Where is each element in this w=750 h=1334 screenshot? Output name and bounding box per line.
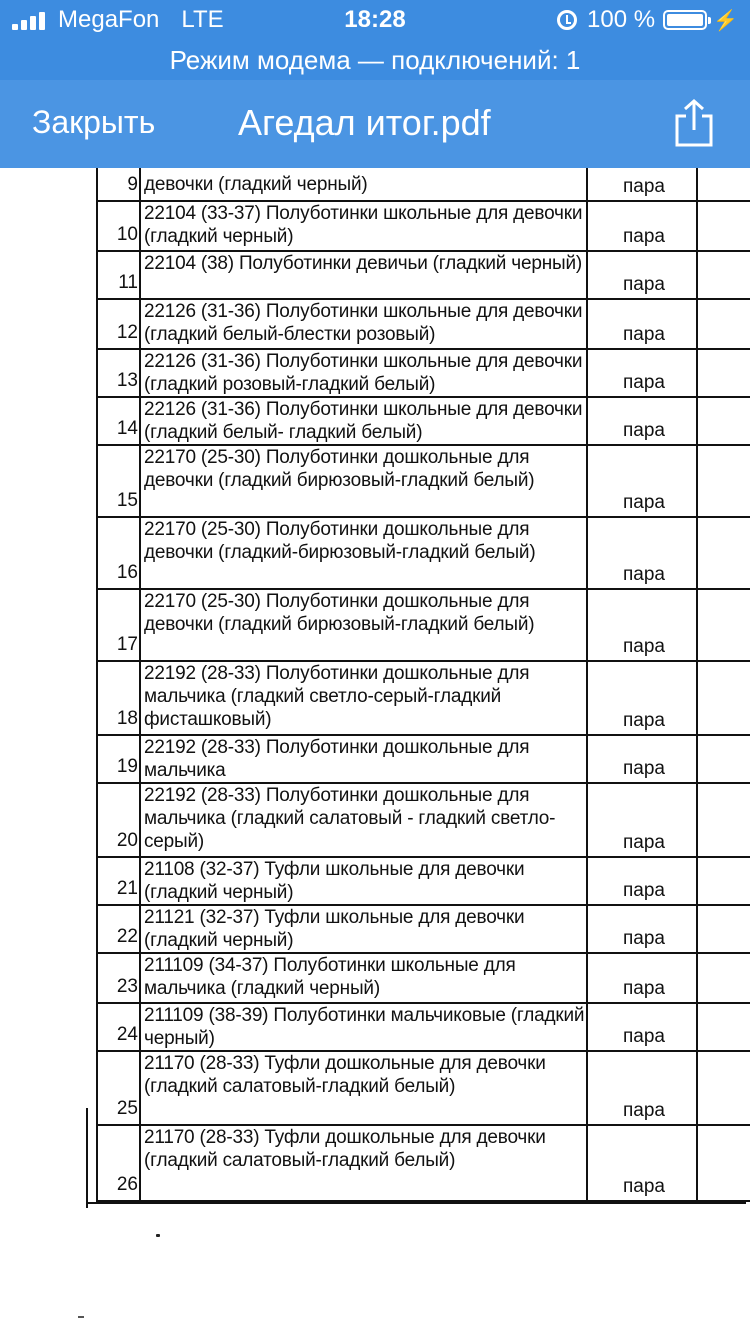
product-name: 211109 (38-39) Полуботинки мальчиковые (гладкий черный) (144, 1005, 585, 1049)
row-number: 24 (116, 1024, 138, 1045)
table-row (96, 784, 750, 858)
column-divider (139, 168, 141, 1204)
battery-icon (663, 10, 707, 30)
table-row (96, 1052, 750, 1126)
table-row (96, 518, 750, 590)
table-row (96, 398, 750, 446)
unit-cell: пара (623, 928, 665, 949)
row-number: 15 (116, 490, 138, 511)
table-row (96, 906, 750, 954)
product-name: 22170 (25-30) Полуботинки дошкольные для девочки (гладкий-бирюзовый-гладкий белый) (144, 519, 536, 563)
carrier-name: MegaFon (58, 6, 160, 33)
share-button[interactable] (672, 98, 716, 148)
table-row (96, 202, 750, 252)
product-name: 21170 (28-33) Туфли дошкольные для девочки (гладкий салатовый-гладкий белый) (144, 1127, 546, 1171)
row-number: 18 (116, 708, 138, 729)
table-border (86, 1108, 88, 1208)
table-row (96, 736, 750, 784)
row-number: 14 (116, 418, 138, 439)
battery-percent: 100 % (587, 6, 656, 33)
row-number: 11 (118, 272, 138, 293)
row-number: 19 (116, 756, 138, 777)
alarm-icon (557, 10, 577, 30)
unit-cell: пара (623, 274, 665, 295)
row-number: 12 (116, 322, 138, 343)
product-name: 22192 (28-33) Полуботинки дошкольные для мальчика (гладкий салатовый - гладкий светло-серый) (144, 785, 556, 852)
product-name: 22104 (38) Полуботинки девичьи (гладкий черный) (144, 253, 583, 274)
row-number: 26 (116, 1174, 138, 1195)
hotspot-banner[interactable]: Режим модема — подключений: 1 (0, 40, 750, 80)
unit-cell: пара (623, 710, 665, 731)
unit-cell: пара (623, 1100, 665, 1121)
column-divider (586, 168, 588, 1204)
unit-cell: пара (623, 324, 665, 345)
table-row (96, 590, 750, 662)
unit-cell: пара (623, 880, 665, 901)
table-row (96, 350, 750, 398)
table-row (96, 252, 750, 300)
table-row (96, 168, 750, 202)
row-number: 16 (116, 562, 138, 583)
row-number: 22 (116, 926, 138, 947)
row-number: 21 (116, 878, 138, 899)
row-number: 10 (116, 224, 138, 245)
table-row (96, 858, 750, 906)
product-name: 22126 (31-36) Полуботинки школьные для девочки (гладкий белый-блестки розовый) (144, 301, 583, 345)
table-row (96, 300, 750, 350)
pdf-viewer[interactable] (0, 168, 750, 1334)
unit-cell: пара (623, 492, 665, 513)
row-number: 13 (116, 370, 138, 391)
document-title: Агедал итог.pdf (238, 102, 491, 143)
product-name: 21108 (32-37) Туфли школьные для девочки (гладкий черный) (144, 859, 525, 903)
pdf-page (0, 168, 750, 1334)
product-name: 22170 (25-30) Полуботинки дошкольные для девочки (гладкий бирюзовый-гладкий белый) (144, 447, 535, 491)
status-bar (0, 0, 750, 40)
table-row (96, 446, 750, 518)
product-name: 22126 (31-36) Полуботинки школьные для девочки (гладкий розовый-гладкий белый) (144, 351, 583, 395)
table-bottom-border (86, 1202, 746, 1204)
status-right (557, 6, 738, 34)
nav-bar (0, 80, 750, 168)
unit-cell: пара (623, 1176, 665, 1197)
unit-cell: пара (623, 758, 665, 779)
share-icon (672, 98, 716, 148)
unit-cell: пара (623, 176, 665, 197)
product-name: 22170 (25-30) Полуботинки дошкольные для девочки (гладкий бирюзовый-гладкий белый) (144, 591, 535, 635)
product-name: 211109 (34-37) Полуботинки школьные для мальчика (гладкий черный) (144, 955, 516, 999)
close-button[interactable]: Закрыть (32, 104, 156, 140)
unit-cell: пара (623, 636, 665, 657)
product-name: 22126 (31-36) Полуботинки школьные для девочки (гладкий белый- гладкий белый) (144, 399, 583, 443)
unit-cell: пара (623, 372, 665, 393)
table-row (96, 1126, 750, 1202)
row-number: 23 (116, 976, 138, 997)
row-number: 25 (116, 1098, 138, 1119)
unit-cell: пара (623, 832, 665, 853)
product-name: 21170 (28-33) Туфли дошкольные для девочки (гладкий салатовый-гладкий белый) (144, 1053, 546, 1097)
status-time: 18:28 (344, 6, 406, 33)
product-name: 22104 (33-37) Полуботинки школьные для девочки (гладкий черный) (144, 203, 583, 247)
row-number: 20 (116, 830, 138, 851)
product-name: 22192 (28-33) Полуботинки дошкольные для мальчика (гладкий светло-серый-гладкий фисташковый) (144, 663, 530, 730)
row-number: 17 (116, 634, 138, 655)
charging-icon: ⚡ (713, 9, 738, 32)
product-name: 21121 (32-37) Туфли школьные для девочки (гладкий черный) (144, 907, 525, 951)
product-name: 22192 (28-33) Полуботинки дошкольные для мальчика (144, 737, 530, 781)
unit-cell: пара (623, 1026, 665, 1047)
network-type: LTE (181, 6, 224, 33)
unit-cell: пара (623, 420, 665, 441)
scan-speck (156, 1234, 160, 1237)
table-row (96, 954, 750, 1004)
unit-cell: пара (623, 564, 665, 585)
unit-cell: пара (623, 226, 665, 247)
table-row (96, 1004, 750, 1052)
row-number: 9 (127, 174, 138, 195)
table-row (96, 662, 750, 736)
scan-speck (78, 1316, 84, 1318)
column-divider (696, 168, 698, 1204)
unit-cell: пара (623, 978, 665, 999)
product-name: девочки (гладкий черный) (144, 174, 368, 195)
